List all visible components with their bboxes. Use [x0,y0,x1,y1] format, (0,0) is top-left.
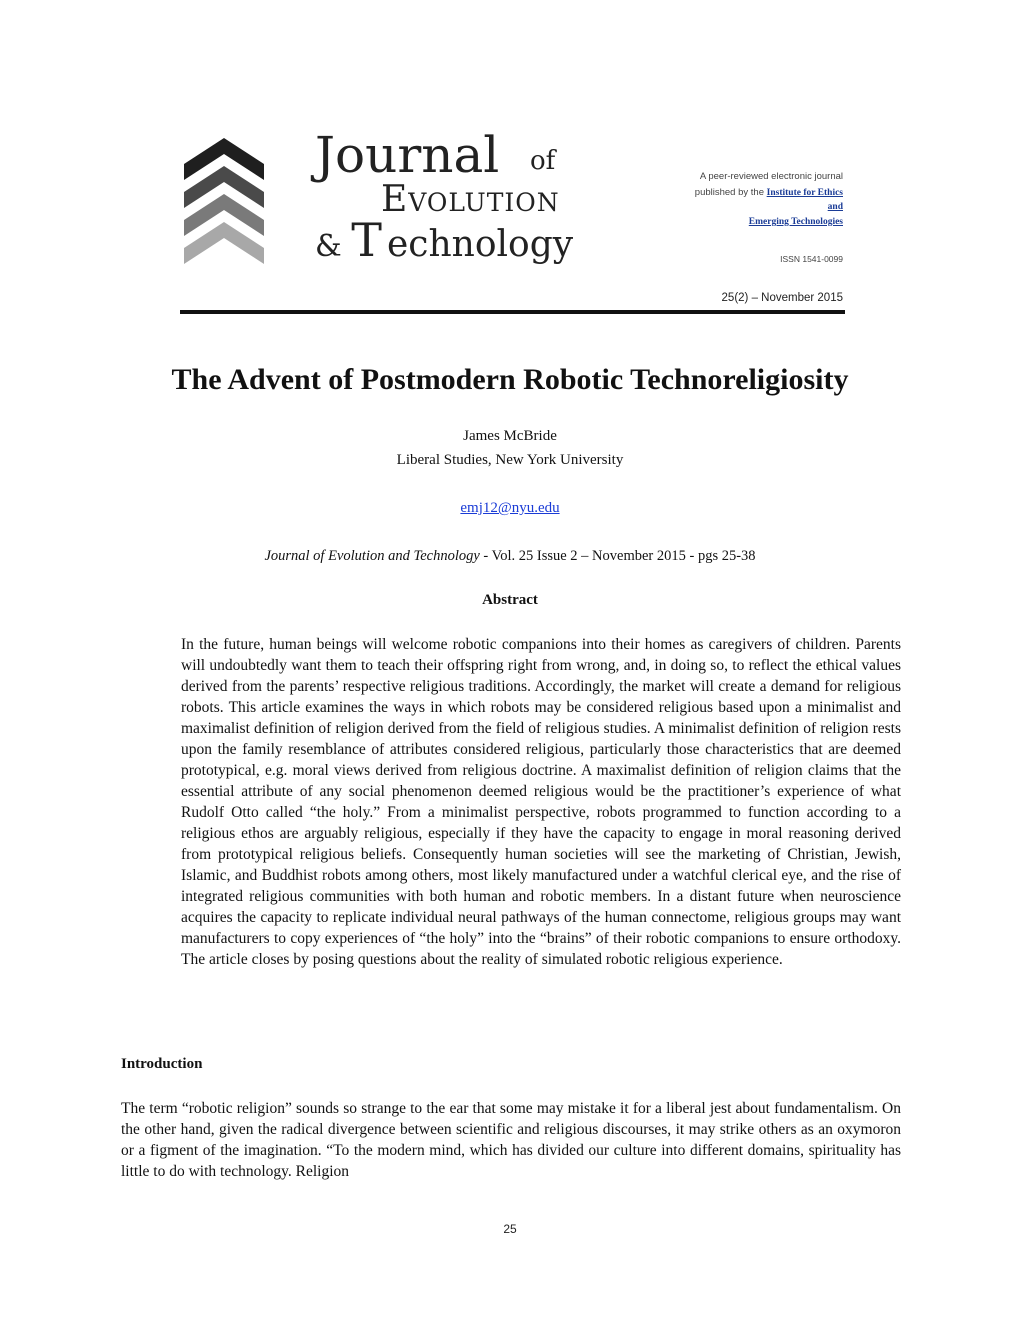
author-affiliation: Liberal Studies, New York University [396,452,624,468]
page-number: 25 [503,1222,517,1236]
citation-details: - Vol. 25 Issue 2 – November 2015 - pgs 25-38 [479,548,756,564]
published-by-prefix: published by the [694,187,764,198]
wordmark-evolution-text: Evolution [381,179,560,220]
author-name: James McBride [463,428,557,444]
wordmark-amp-text: & [315,229,342,264]
wordmark-t: T [351,213,382,267]
wordmark-ampersand [315,213,382,267]
citation-journal: Journal of Evolution and Technology [264,548,480,564]
wordmark-technology: echnology [387,224,574,265]
issue-label: 25(2) – November 2015 [721,292,843,304]
journal-masthead [180,120,845,315]
author-email-link[interactable]: emj12@nyu.edu [460,500,560,516]
masthead-divider [180,310,845,314]
abstract-heading: Abstract [482,592,538,608]
publisher-info [645,120,845,288]
publisher-link-and[interactable]: and [827,202,843,212]
journal-logo [180,120,650,288]
publisher-link-ieet[interactable]: Institute for Ethics [766,188,843,198]
publisher-link-emerging-tech[interactable]: Emerging Technologies [748,217,843,227]
article-title: The Advent of Postmodern Robotic Technoreligiosity [171,363,849,396]
wordmark-of: of [530,146,556,176]
body-paragraph: The term “robotic religion” sounds so strange to the ear that some may mistake it for a liberal jest about fundamentalism. On the other hand, given the radical divergence between scientific and religious discourses, it may strike others as an oxymoron or a figment of the imagination. “To the modern mind, which has divided our culture into different domains, spirituality has little to do with technology. Religion [121,1100,901,1180]
abstract-paragraph: In the future, human beings will welcome robotic companions into their homes as caregivers of children. Parents will undoubtedly want them to teach their offspring right from wrong, and, in doing so, to reflect the ethical values derived from the parents’ respective religious traditions. Accordingly, the market will create a demand for religious robots. This article examines the ways in which robots may be considered religious based upon a minimalist and maximalist definition of religion derived from the field of religious studies. A minimalist definition of religion rests upon the family resemblance of attributes considered religious, particularly those characteristics that are deemed prototypical, e.g. moral views derived from religious doctrine. A maximalist definition of religion claims that the essential attribute of any social phenomenon deemed religious would be the practitioner’s experience of what Rudolf Otto called “the holy.” From a minimalist perspective, robots programmed to function according to a religious ethos are arguably religious, especially if they have the capacity to engage in moral reasoning derived from prototypical religious beliefs. Consequently human societies will see the marketing of Christian, Jewish, Islamic, and Buddhist robots among others, most likely manufactured under a watchful clerical eye, and the rise of integrated religious communities with both human and robotic members. In a distant future when neuroscience acquires the capacity to replicate individual neural pathways of the human connectome, religious groups may want manufacturers to copy experiences of “the holy” into the “brains” of their robotic companions to ensure orthodoxy. The article closes by posing questions about the reality of simulated robotic religious experience. [181,636,901,968]
section-heading-introduction: Introduction [121,1056,203,1072]
citation-line [0,548,1020,565]
wordmark-journal: Journal [315,126,500,184]
chevron-stack-icon [184,138,264,286]
published-by [695,186,843,200]
publisher-and-line [828,200,843,214]
publisher-emerging-line [749,215,843,229]
tagline: A peer-reviewed electronic journal [699,171,843,182]
wordmark-evolution [381,179,560,220]
issn-label: ISSN 1541-0099 [780,254,843,264]
